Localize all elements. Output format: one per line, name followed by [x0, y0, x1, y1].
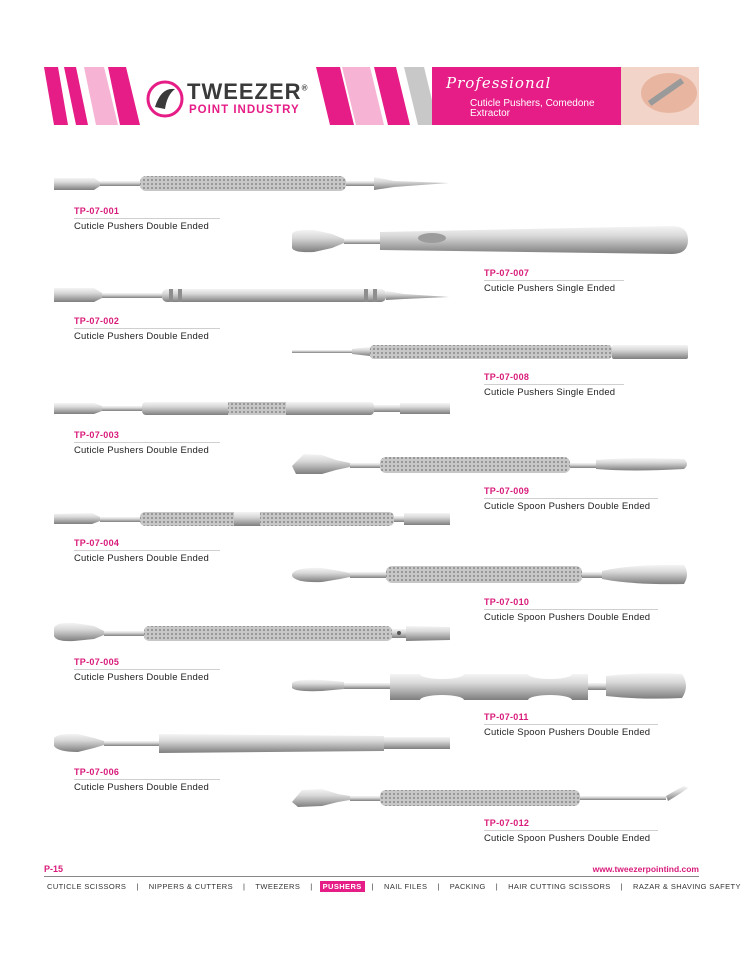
product-code: TP-07-008 [484, 372, 530, 382]
brand-logo [145, 77, 315, 123]
tool-image-tp-07-008 [292, 343, 692, 361]
logo-mark-icon [145, 79, 185, 119]
product-code: TP-07-002 [74, 316, 120, 326]
tool-image-tp-07-005 [54, 620, 454, 646]
tool-image-tp-07-006 [54, 730, 454, 756]
tool-image-tp-07-009 [292, 452, 692, 478]
category-nav [44, 881, 741, 892]
nav-separator: | [371, 882, 375, 891]
product-name: Cuticle Pushers Double Ended [74, 445, 209, 456]
divider [484, 384, 624, 385]
product-name: Cuticle Pushers Double Ended [74, 672, 209, 683]
tool-image-tp-07-001 [54, 170, 454, 198]
banner-stripe [44, 67, 68, 125]
nav-separator: | [310, 882, 313, 891]
product-tp-07-009 [484, 486, 658, 512]
tool-image-tp-07-007 [292, 224, 692, 260]
product-tp-07-007 [484, 268, 624, 294]
product-name: Cuticle Spoon Pushers Double Ended [484, 501, 651, 512]
page-number: P-15 [44, 864, 64, 874]
tool-image-tp-07-010 [292, 562, 692, 588]
tool-image-tp-07-012 [292, 784, 692, 810]
tool-image-tp-07-003 [54, 398, 454, 420]
brand-name: TWEEZER® [187, 79, 309, 104]
nav-item-hair-cutting-scissors[interactable]: HAIR CUTTING SCISSORS [508, 882, 611, 891]
footer-divider [44, 876, 699, 877]
tool-image-tp-07-011 [292, 670, 692, 704]
divider [484, 609, 658, 610]
divider [74, 669, 220, 670]
divider [74, 550, 220, 551]
product-tp-07-004 [74, 538, 220, 564]
banner-script-title: Professional [446, 74, 552, 92]
nav-separator: | [620, 882, 624, 891]
divider [484, 724, 658, 725]
product-tp-07-003 [74, 430, 220, 456]
product-code: TP-07-011 [484, 712, 529, 722]
divider [74, 218, 220, 219]
tool-image-tp-07-002 [54, 283, 454, 309]
divider [484, 498, 658, 499]
product-name: Cuticle Pushers Double Ended [74, 782, 209, 793]
nav-separator: | [243, 882, 246, 891]
product-code: TP-07-007 [484, 268, 530, 278]
product-name: Cuticle Spoon Pushers Double Ended [484, 833, 651, 844]
product-tp-07-008 [484, 372, 624, 398]
banner-subtitle: Cuticle Pushers, Comedone Extractor [470, 98, 595, 119]
divider [74, 328, 220, 329]
product-tp-07-011 [484, 712, 658, 738]
product-tp-07-012 [484, 818, 658, 844]
product-name: Cuticle Spoon Pushers Double Ended [484, 612, 651, 623]
nav-separator: | [495, 882, 499, 891]
product-tp-07-006 [74, 767, 220, 793]
product-name: Cuticle Pushers Double Ended [74, 331, 209, 342]
product-tp-07-010 [484, 597, 658, 623]
divider [74, 442, 220, 443]
nav-item-cuticle-scissors[interactable]: CUTICLE SCISSORS [47, 882, 127, 891]
product-tp-07-002 [74, 316, 220, 342]
tool-image-tp-07-004 [54, 508, 454, 530]
product-name: Cuticle Pushers Double Ended [74, 221, 209, 232]
product-name: Cuticle Pushers Single Ended [484, 283, 616, 294]
nav-item-razar-shaving-safety[interactable]: RAZAR & SHAVING SAFETY [633, 882, 741, 891]
nav-separator: | [136, 882, 139, 891]
nav-item-pushers[interactable]: PUSHERS [320, 881, 365, 892]
website-link[interactable]: www.tweezerpointind.com [592, 864, 699, 874]
brand-tagline: POINT INDUSTRY [189, 104, 300, 116]
banner-stripe [64, 67, 88, 125]
divider [484, 280, 624, 281]
product-code: TP-07-005 [74, 657, 120, 667]
product-code: TP-07-010 [484, 597, 530, 607]
nav-item-nippers-cutters[interactable]: NIPPERS & CUTTERS [148, 882, 234, 891]
divider [484, 830, 658, 831]
product-code: TP-07-009 [484, 486, 530, 496]
product-name: Cuticle Spoon Pushers Double Ended [484, 727, 651, 738]
product-name: Cuticle Pushers Double Ended [74, 553, 209, 564]
nav-separator: | [437, 882, 440, 891]
nav-item-nail-files[interactable]: NAIL FILES [384, 882, 428, 891]
product-code: TP-07-012 [484, 818, 530, 828]
product-code: TP-07-001 [74, 206, 120, 216]
divider [74, 779, 220, 780]
product-name: Cuticle Pushers Single Ended [484, 387, 616, 398]
product-tp-07-001 [74, 206, 220, 232]
nav-item-tweezers[interactable]: TWEEZERS [255, 882, 301, 891]
product-code: TP-07-004 [74, 538, 120, 548]
nav-item-packing[interactable]: PACKING [449, 882, 486, 891]
product-code: TP-07-003 [74, 430, 120, 440]
product-tp-07-005 [74, 657, 220, 683]
product-code: TP-07-006 [74, 767, 120, 777]
